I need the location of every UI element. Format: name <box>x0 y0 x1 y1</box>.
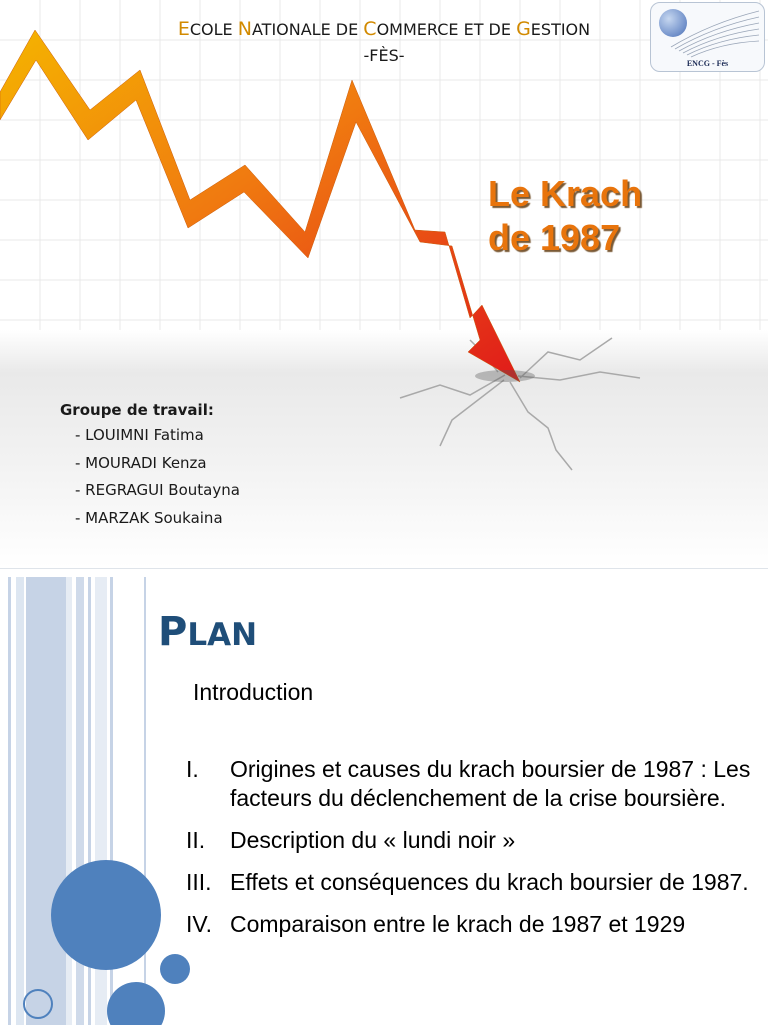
school-word-3: COMMERCE ET DE <box>363 18 517 40</box>
plan-item-text: Comparaison entre le krach de 1987 et 1929 <box>230 911 686 937</box>
page-title <box>488 172 642 260</box>
title-line-2: de 1987 <box>488 217 621 258</box>
plan-item <box>186 868 756 897</box>
side-stripe <box>8 577 11 1025</box>
plan-item-text: Description du « lundi noir » <box>230 827 516 853</box>
school-word-1: ECOLE <box>177 18 238 40</box>
plan-item <box>186 826 756 855</box>
plan-item <box>186 910 756 939</box>
decorative-circle <box>51 860 161 970</box>
decorative-circle <box>107 982 165 1025</box>
title-line-1: Le Krach <box>488 173 643 214</box>
group-heading: Groupe de travail: <box>60 401 214 419</box>
group-member: - REGRAGUI Boutayna <box>75 481 240 499</box>
plan-item-text: Effets et conséquences du krach boursier de 1987. <box>230 869 749 895</box>
floor-cracks <box>400 338 640 470</box>
decorative-circle-outline <box>23 989 53 1019</box>
school-word-2: NATIONALE DE <box>237 18 364 40</box>
group-member: - MOURADI Kenza <box>75 453 207 472</box>
plan-item-number: II. <box>186 827 206 853</box>
plan-title: PLAN <box>158 609 258 655</box>
side-stripe <box>26 577 66 1025</box>
plan-item-text: Origines et causes du krach boursier de 1987 : Les facteurs du déclenchement de la crise boursière. <box>230 756 751 811</box>
work-group <box>60 398 240 532</box>
slide-plan <box>0 568 768 1025</box>
side-stripe <box>144 577 146 1025</box>
plan-intro: Introduction <box>193 679 314 705</box>
school-city: -FÈS- <box>363 46 405 65</box>
group-member: - MARZAK Soukaina <box>75 508 223 527</box>
logo-text: ENCG - Fès <box>686 59 729 68</box>
plan-list <box>186 755 756 952</box>
decorative-circle <box>160 954 190 984</box>
plan-item-number: I. <box>186 756 199 782</box>
arrow-path <box>0 30 520 382</box>
side-stripe <box>16 577 24 1025</box>
group-member: - LOUIMNI Fatima <box>75 426 204 444</box>
encg-logo <box>650 2 765 72</box>
school-word-4: GESTION <box>516 18 591 40</box>
plan-item <box>186 755 756 813</box>
plan-item-number: IV. <box>186 911 213 937</box>
plan-item-number: III. <box>186 869 212 895</box>
